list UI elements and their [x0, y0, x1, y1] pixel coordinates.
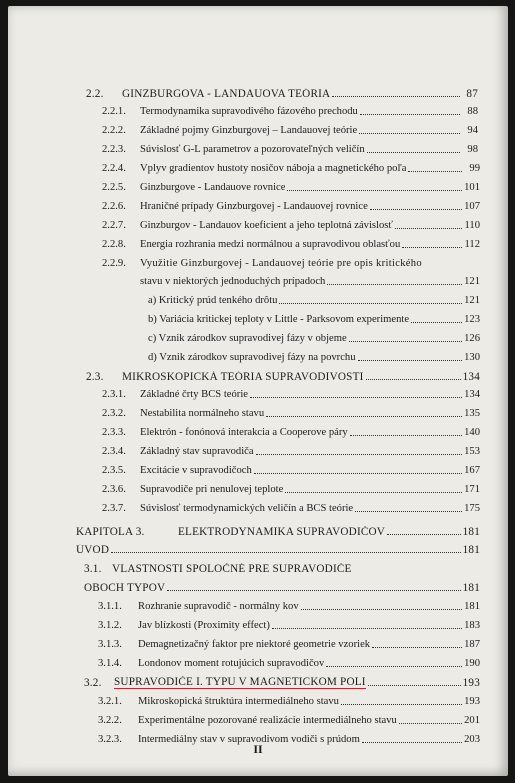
toc-page: 175 — [464, 503, 480, 514]
toc-title: Základný stav supravodiča — [140, 446, 254, 457]
toc-title: Elektrón - fonónová interakcia a Cooperove páry — [140, 427, 348, 438]
toc-leader — [350, 435, 462, 436]
toc-title: ELEKTRODYNAMIKA SUPRAVODIČOV — [178, 526, 386, 538]
toc-title: Mikroskopická štruktúra intermediálneho stavu — [138, 696, 339, 707]
toc-entry — [148, 289, 480, 307]
toc-leader — [408, 171, 462, 172]
toc-leader — [287, 190, 462, 191]
toc-page: 110 — [464, 220, 480, 231]
toc-title: Základné pojmy Ginzburgovej – Landauovej teórie — [140, 125, 358, 136]
toc-leader — [341, 704, 462, 705]
toc-title: a) Kritický prúd tenkého drôtu — [148, 295, 278, 306]
toc-number: 2.3.1. — [102, 389, 126, 400]
toc-entry — [98, 595, 480, 613]
toc-entry — [102, 176, 480, 194]
toc-entry — [84, 557, 480, 575]
toc-leader — [332, 96, 460, 97]
toc-number: 3.2.1. — [98, 696, 122, 707]
toc-number: 2.2.6. — [102, 201, 126, 212]
toc-entry — [86, 82, 478, 100]
toc-title: GINZBURGOVA - LANDAUOVA TEÓRIA — [122, 88, 331, 100]
toc-entry — [148, 346, 480, 364]
toc-page: 201 — [464, 715, 480, 726]
toc-leader — [358, 360, 463, 361]
toc-title: ÚVOD — [76, 544, 110, 556]
toc-title: Demagnetizačný faktor pre niektoré geometrie vzoriek — [138, 639, 371, 650]
toc-entry — [84, 576, 480, 594]
toc-number: 3.1.1. — [98, 601, 122, 612]
toc-number: 3.2.3. — [98, 734, 122, 745]
toc-entry — [102, 252, 480, 270]
toc-title: Vplyv gradientov hustoty nosičov náboja a magnetického poľa — [140, 163, 407, 174]
toc-title: Excitácie v supravodičoch — [140, 465, 252, 476]
toc-entry — [102, 459, 480, 477]
toc-page: 121 — [464, 276, 480, 287]
toc-leader — [254, 473, 462, 474]
toc-page: 181 — [462, 526, 480, 538]
toc-leader — [250, 397, 462, 398]
toc-number: 2.2.7. — [102, 220, 126, 231]
toc-leader — [167, 590, 460, 591]
toc-entry — [148, 327, 480, 345]
toc-title: Hraničné prípady Ginzburgovej - Landauovej rovnice — [140, 201, 368, 212]
toc-leader — [387, 534, 461, 535]
toc-title: Rozhranie supravodič - normálny kov — [138, 601, 299, 612]
toc-title-underlined: SUPRAVODIČE I. TYPU V MAGNETICKOM POLI — [114, 676, 366, 688]
toc-page: 134 — [464, 389, 480, 400]
toc-title: Súvislosť G-L parametrov a pozorovateľných veličín — [140, 144, 365, 155]
toc-page: 140 — [464, 427, 480, 438]
toc-title: Intermediálny stav v supravodivom vodiči s prúdom — [138, 734, 360, 745]
toc-page: 123 — [464, 314, 480, 325]
toc-entry — [76, 538, 480, 556]
toc-page: 203 — [464, 734, 480, 745]
toc-number: KAPITOLA 3. — [76, 526, 145, 538]
toc-title: OBOCH TYPOV — [84, 582, 166, 594]
toc-entry — [102, 100, 478, 118]
toc-leader — [349, 341, 462, 342]
toc-page: 98 — [467, 144, 478, 155]
toc-leader — [327, 284, 462, 285]
toc-entry — [102, 421, 480, 439]
toc-number: 3.1.3. — [98, 639, 122, 650]
toc-page: 88 — [467, 106, 478, 117]
toc-entry — [102, 440, 480, 458]
toc-number: 2.2.4. — [102, 163, 126, 174]
toc-leader — [355, 511, 462, 512]
toc-title: Ginzburgove - Landauove rovnice — [140, 182, 286, 193]
toc-title: b) Variácia kritickej teploty v Little - Parksovom experimente — [148, 314, 410, 325]
toc-leader — [372, 647, 462, 648]
toc-leader — [266, 416, 462, 417]
toc-number: 2.2.8. — [102, 239, 126, 250]
toc-chapter — [76, 520, 480, 538]
toc-number: 2.3.2. — [102, 408, 126, 419]
toc-entry — [102, 157, 480, 175]
toc-page: 153 — [464, 446, 480, 457]
toc-number: 2.3.7. — [102, 503, 126, 514]
toc-number: 2.2.2. — [102, 125, 126, 136]
toc-page: 193 — [464, 696, 480, 707]
toc-page: 101 — [464, 182, 480, 193]
toc-entry — [102, 195, 480, 213]
toc-number: 2.3.5. — [102, 465, 126, 476]
toc-entry — [86, 365, 480, 383]
toc-leader — [111, 552, 460, 553]
toc-entry — [102, 402, 480, 420]
toc-title: Základné črty BCS teórie — [140, 389, 248, 400]
toc-leader — [368, 685, 461, 686]
book-page — [8, 6, 508, 776]
toc-page: 121 — [464, 295, 480, 306]
toc-leader — [301, 609, 462, 610]
toc-title: Súvislosť termodynamických veličín a BCS teórie — [140, 503, 354, 514]
toc-title: Supravodiče pri nenulovej teplote — [140, 484, 284, 495]
toc-leader — [326, 666, 462, 667]
toc-leader — [411, 322, 462, 323]
toc-title: MIKROSKOPICKÁ TEÓRIA SUPRAVODIVOSTI — [122, 371, 364, 383]
toc-title: VLASTNOSTI SPOLOČNÉ PRE SUPRAVODIČE — [112, 563, 352, 575]
toc-number: 2.2. — [86, 88, 104, 100]
toc-entry — [98, 709, 480, 727]
toc-entry — [102, 214, 480, 232]
toc-leader — [359, 133, 460, 134]
toc-title: Ginzburgov - Landauov koeficient a jeho teplotná závislosť — [140, 220, 393, 231]
toc-entry — [102, 497, 480, 515]
toc-page: 107 — [464, 201, 480, 212]
toc-leader — [367, 152, 460, 153]
toc-entry — [98, 614, 480, 632]
toc-page: 181 — [464, 601, 480, 612]
toc-leader — [399, 723, 462, 724]
toc-leader — [272, 628, 462, 629]
toc-page: 181 — [462, 582, 480, 594]
toc-entry — [84, 671, 480, 689]
toc-leader — [360, 114, 460, 115]
toc-number: 3.1.2. — [98, 620, 122, 631]
toc-page: 167 — [464, 465, 480, 476]
toc-title: Londonov moment rotujúcich supravodičov — [138, 658, 325, 669]
toc-leader — [256, 454, 462, 455]
toc-number: 2.3.6. — [102, 484, 126, 495]
toc-page: 94 — [467, 125, 478, 136]
toc-number: 2.2.3. — [102, 144, 126, 155]
toc-title: Experimentálne pozorované realizácie intermediálneho stavu — [138, 715, 397, 726]
toc-number: 3.2.2. — [98, 715, 122, 726]
toc-entry — [102, 138, 478, 156]
toc-page: 126 — [464, 333, 480, 344]
toc-entry — [98, 633, 480, 651]
toc-page: 87 — [466, 88, 478, 100]
toc-entry — [102, 233, 480, 251]
toc-entry — [102, 383, 480, 401]
toc-number: 3.1.4. — [98, 658, 122, 669]
toc-entry — [98, 690, 480, 708]
toc-page: 112 — [464, 239, 480, 250]
toc-page: 181 — [462, 544, 480, 556]
toc-number: 2.2.1. — [102, 106, 126, 117]
toc-title: Využitie Ginzburgovej - Landauovej teórie pre opis kritického — [140, 258, 422, 269]
toc-entry — [98, 652, 480, 670]
toc-leader — [366, 379, 461, 380]
toc-leader — [395, 228, 462, 229]
toc-number: 2.3.3. — [102, 427, 126, 438]
toc-number: 2.2.5. — [102, 182, 126, 193]
toc-page: 171 — [464, 484, 480, 495]
toc-page: 190 — [464, 658, 480, 669]
toc-title: stavu v niektorých jednoduchých prípadoch — [140, 276, 326, 287]
toc-number: 2.3.4. — [102, 446, 126, 457]
toc-entry — [102, 478, 480, 496]
toc-number: 3.1. — [84, 563, 102, 575]
toc-leader — [370, 209, 462, 210]
toc-number: 2.3. — [86, 371, 104, 383]
toc-entry — [102, 119, 478, 137]
toc-page: 135 — [464, 408, 480, 419]
toc-title: Energia rozhrania medzi normálnou a supravodivou oblasťou — [140, 239, 401, 250]
toc-title: Termodynamika supravodivého fázového prechodu — [140, 106, 358, 117]
toc-page: 99 — [469, 163, 480, 174]
toc-page: 183 — [464, 620, 480, 631]
toc-page: 187 — [464, 639, 480, 650]
toc-title: d) Vznik zárodkov supravodivej fázy na povrchu — [148, 352, 356, 363]
toc-page: 134 — [462, 371, 480, 383]
toc-title: Nestabilita normálneho stavu — [140, 408, 265, 419]
toc-leader — [285, 492, 462, 493]
toc-entry — [140, 270, 480, 288]
toc-title: c) Vznik zárodkov supravodivej fázy v objeme — [148, 333, 347, 344]
toc-number: 3.2. — [84, 677, 102, 689]
toc-leader — [402, 247, 462, 248]
page-number-footer: II — [253, 742, 263, 756]
toc-number: 2.2.9. — [102, 258, 126, 269]
toc-page: 130 — [464, 352, 480, 363]
toc-leader — [279, 303, 462, 304]
toc-page: 193 — [462, 677, 480, 689]
toc-entry — [148, 308, 480, 326]
toc-title: Jav blízkosti (Proximity effect) — [138, 620, 270, 631]
